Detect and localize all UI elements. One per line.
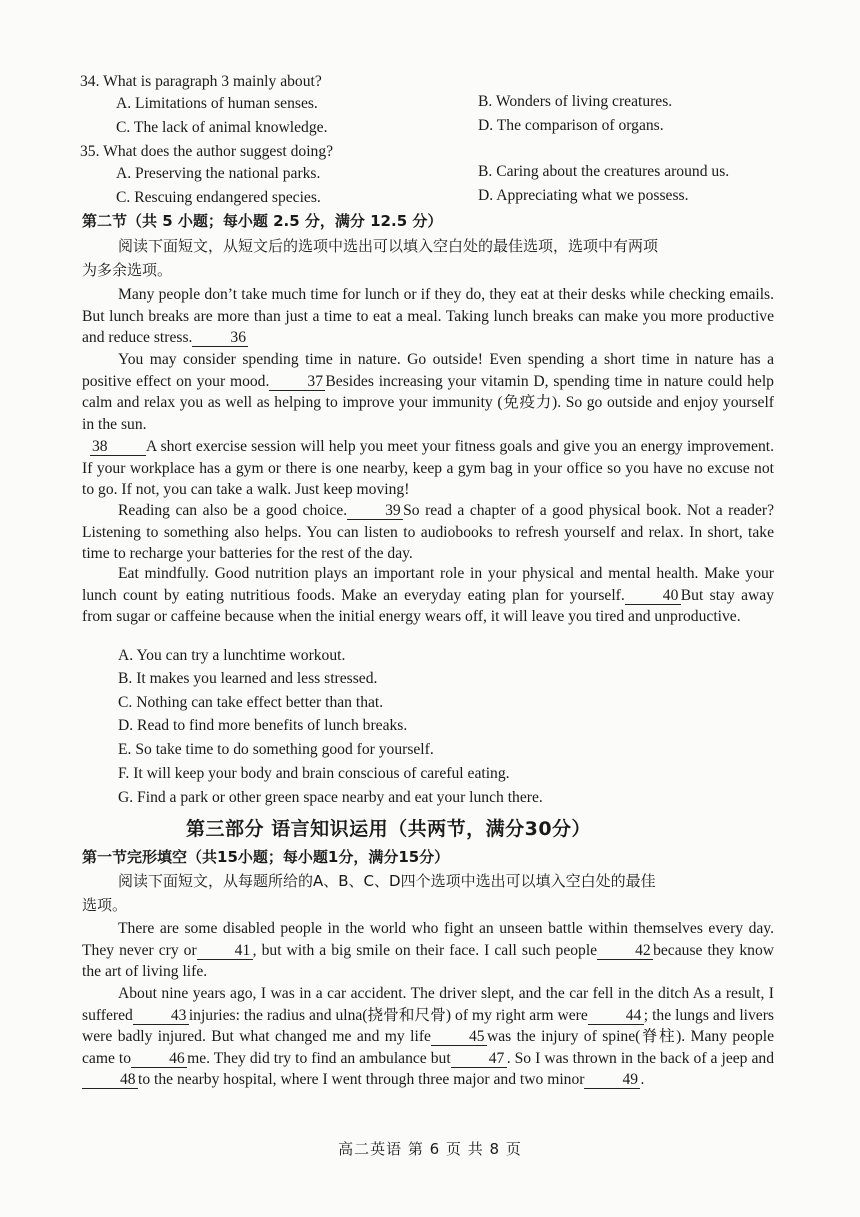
blank-47[interactable]: 47: [451, 1051, 507, 1068]
blank-45[interactable]: 45: [431, 1029, 487, 1046]
paragraph-text: A short exercise session will help you meet your fitness goals and give you an energy improvement. If your workplace has a gym or there is one nearby, keep a gym bag in your office so you have no excuse not to go. If not, you can take a walk. Just keep moving!: [82, 438, 774, 499]
question-34-stem: 34. What is paragraph 3 mainly about?: [80, 73, 322, 90]
choice-option-e: E. So take time to do something good for yourself.: [118, 741, 434, 758]
paragraph-text: You may consider spending time in nature. Go outside! Even spending a short time in nature has a positive effect on your mood.: [82, 351, 774, 390]
question-35-stem: 35. What does the author suggest doing?: [80, 143, 334, 160]
choice-option-f: F. It will keep your body and brain conscious of careful eating.: [118, 765, 510, 782]
paragraph-text: to the nearby hospital, where I went through three major and two minor: [138, 1071, 585, 1089]
paragraph-text: About nine years ago, I was in a car accident. The driver slept, and the car fell in the ditch As a result, I suffered: [82, 985, 774, 1024]
question-35-option-a: A. Preserving the national parks.: [116, 165, 321, 182]
question-35-option-d: D. Appreciating what we possess.: [478, 187, 689, 204]
paragraph-text: was the injury of spine(脊柱). Many people came to: [82, 1028, 774, 1067]
blank-36[interactable]: 36: [192, 330, 248, 347]
choice-option-c: C. Nothing can take effect better than that.: [118, 694, 384, 711]
part-3-section-1-heading: 第一节完形填空（共15小题；每小题1分，满分15分）: [82, 848, 450, 866]
paragraph-text: injuries: the radius and ulna(挠骨和尺骨) of my right arm were: [188, 1006, 588, 1024]
paragraph-text: Many people don’t take much time for lunch or if they do, they eat at their desks while checking emails. But lunch breaks are more than just a time to eat a meal. Taking lunch breaks can make you more productive and reduce stress.: [82, 286, 774, 347]
passage-paragraph-5: [82, 563, 774, 628]
paragraph-text: . So I was thrown in the back of a jeep and: [506, 1049, 775, 1067]
blank-40[interactable]: 40: [625, 588, 681, 605]
paragraph-text: .: [640, 1071, 645, 1089]
blank-38[interactable]: 38: [90, 439, 146, 456]
section-2-instruction-line-1: 阅读下面短文，从短文后的选项中选出可以填入空白处的最佳选项，选项中有两项: [118, 237, 659, 255]
blank-43[interactable]: 43: [133, 1008, 189, 1025]
part-3-title: 第三部分 语言知识运用（共两节，满分30分）: [186, 818, 592, 840]
part-3-instruction-line-2: 选项。: [82, 896, 128, 914]
paragraph-text: , but with a big smile on their face. I call such people: [252, 941, 598, 959]
section-2-heading: 第二节（共 5 小题；每小题 2.5 分，满分 12.5 分）: [82, 212, 443, 230]
choice-option-b: B. It makes you learned and less stressed.: [118, 670, 378, 687]
blank-44[interactable]: 44: [588, 1008, 644, 1025]
section-2-instruction-line-2: 为多余选项。: [82, 261, 173, 279]
paragraph-text: ; the lungs and livers were badly injured. But what changed me and my life: [82, 1006, 774, 1046]
question-35-option-b: B. Caring about the creatures around us.: [478, 163, 730, 180]
part-3-instruction-line-1: 阅读下面短文，从每题所给的A、B、C、D四个选项中选出可以填入空白处的最佳: [118, 872, 656, 890]
choice-option-d: D. Read to find more benefits of lunch breaks.: [118, 717, 408, 734]
choice-option-g: G. Find a park or other green space nearby and eat your lunch there.: [118, 789, 543, 806]
paragraph-text: So read a chapter of a good physical book. Not a reader? Listening to something also helps. You can listen to audiobooks to refresh yourself and relax. In short, take time to recharge your batteries for the rest of the day.: [82, 502, 775, 563]
passage-paragraph-3: [82, 436, 774, 501]
page-footer: 高二英语 第 6 页 共 8 页: [338, 1140, 522, 1158]
question-34-option-d: D. The comparison of organs.: [478, 117, 664, 134]
blank-39[interactable]: 39: [347, 503, 403, 520]
passage-paragraph-4: [82, 500, 774, 565]
passage-paragraph-2: [82, 349, 774, 435]
blank-42[interactable]: 42: [597, 943, 653, 960]
choice-option-a: A. You can try a lunchtime workout.: [118, 647, 346, 664]
passage-paragraph-1: [82, 284, 774, 349]
blank-46[interactable]: 46: [131, 1051, 187, 1068]
question-34-option-a: A. Limitations of human senses.: [116, 95, 318, 112]
blank-41[interactable]: 41: [197, 943, 253, 960]
question-34-option-c: C. The lack of animal knowledge.: [116, 119, 328, 136]
paragraph-text: Besides increasing your vitamin D, spending time in nature could help calm and relax you as well as helping to improve your immunity (免疫力). So go outside and enjoy yourself in the sun.: [82, 372, 774, 433]
paragraph-text: Reading can also be a good choice.: [118, 502, 348, 519]
paragraph-text: There are some disabled people in the world who fight an unseen battle within themselves every day. They never cry or: [82, 920, 774, 959]
question-34-option-b: B. Wonders of living creatures.: [478, 93, 673, 110]
question-35-option-c: C. Rescuing endangered species.: [116, 189, 321, 206]
cloze-paragraph-1: [82, 918, 774, 983]
blank-48[interactable]: 48: [82, 1072, 138, 1089]
paragraph-text: But stay away from sugar or caffeine because when the initial energy wears off, it will leave you tired and unproductive.: [82, 586, 774, 626]
paragraph-text: Eat mindfully. Good nutrition plays an important role in your physical and mental health. Make your lunch count by eating nutritious foods. Make an everyday eating plan for yourself.: [82, 565, 774, 604]
paragraph-text: me. They did try to find an ambulance but: [187, 1049, 451, 1067]
paragraph-text: because they know the art of living life.: [82, 941, 775, 981]
blank-49[interactable]: 49: [584, 1072, 640, 1089]
cloze-paragraph-2: [82, 983, 774, 1091]
blank-37[interactable]: 37: [269, 374, 325, 391]
